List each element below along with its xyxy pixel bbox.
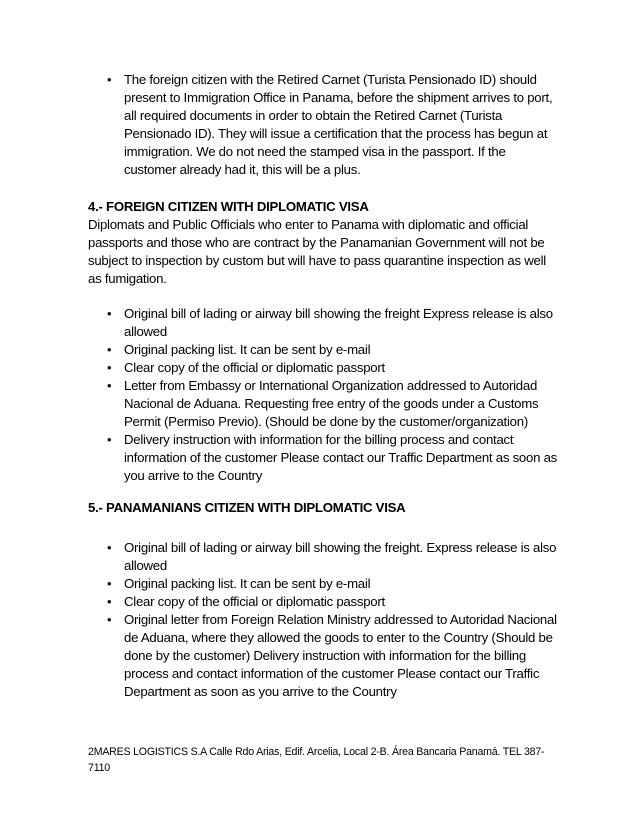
list-item: • Clear copy of the official or diplomatic passport — [124, 359, 558, 377]
list-item: • Clear copy of the official or diplomatic passport — [124, 593, 558, 611]
page-footer: 2MARES LOGISTICS S.A Calle Rdo Arias, Edif. Arcelia, Local 2-B. Área Bancaria Panamá. TEL 387-7110 — [88, 746, 545, 774]
section-4-bullet-list — [88, 305, 558, 485]
list-item: • Original packing list. It can be sent by e-mail — [124, 341, 558, 359]
list-item: • Delivery instruction with information for the billing process and contact information of the customer Please contact our Traffic Department as soon as you arrive to the Country — [124, 431, 558, 485]
list-item: • Original packing list. It can be sent by e-mail — [124, 575, 558, 593]
page-content — [88, 71, 558, 701]
section-5-bullet-list — [88, 539, 558, 701]
list-item: • Original bill of lading or airway bill showing the freight. Express release is also allowed — [124, 539, 558, 575]
list-item: • The foreign citizen with the Retired Carnet (Turista Pensionado ID) should present to Immigration Office in Panama, before the shipment arrives to port, all required documents in order to obtain the Retired Carnet (Turista Pensionado ID). They will issue a certification that the process has begun at immigration. We do not need the stamped visa in the passport. If the customer already had it, this will be a plus. — [124, 71, 558, 179]
section-4-heading: 4.- FOREIGN CITIZEN WITH DIPLOMATIC VISA — [88, 199, 369, 214]
section-5-heading: 5.- PANAMANIANS CITIZEN WITH DIPLOMATIC VISA — [88, 500, 406, 515]
list-item: • Original bill of lading or airway bill showing the freight Express release is also allowed — [124, 305, 558, 341]
list-item: • Letter from Embassy or International Organization addressed to Autoridad Nacional de Aduana. Requesting free entry of the goods under a Customs Permit (Permiso Previo). (Should be done by the customer/organization) — [124, 377, 558, 431]
intro-bullet-list — [88, 71, 558, 179]
list-item: • Original letter from Foreign Relation Ministry addressed to Autoridad Nacional de Aduana, where they allowed the goods to enter to the Country (Should be done by the customer) Delivery instruction with information for the billing process and contact information of the customer Please contact our Traffic Department as soon as you arrive to the Country — [124, 611, 558, 701]
section-4-paragraph: Diplomats and Public Officials who enter to Panama with diplomatic and official passports and those who are contract by the Panamanian Government will not be subject to inspection by custom but will have to pass quarantine inspection as well as fumigation. — [88, 217, 546, 286]
